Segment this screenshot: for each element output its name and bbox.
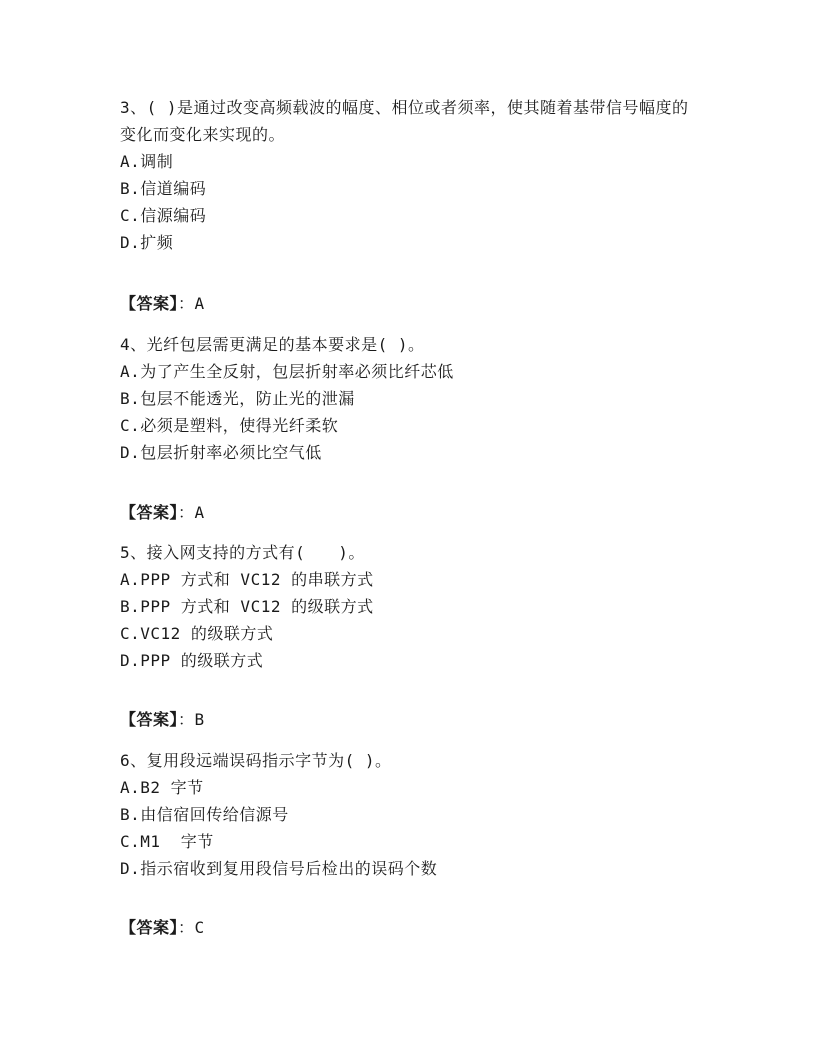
option-c: C.信源编码 [120, 206, 207, 225]
answer-separator: ： [178, 294, 195, 313]
question-text: 3、( )是通过改变高频载波的幅度、相位或者须率，使其随着基带信号幅度的变化而变化来实现的。 [120, 98, 689, 144]
answer-separator: ： [178, 710, 195, 729]
question-6 [120, 747, 700, 882]
option-b: B.PPP 方式和 VC12 的级联方式 [120, 597, 374, 616]
answer-value: B [194, 710, 205, 729]
answer-line [120, 914, 205, 941]
question-4 [120, 331, 700, 466]
option-c: C.M1 字节 [120, 832, 214, 851]
answer-line [120, 290, 205, 317]
option-b: B.信道编码 [120, 179, 207, 198]
question-text: 6、复用段远端误码指示字节为( )。 [120, 751, 392, 770]
option-c: C.VC12 的级联方式 [120, 624, 274, 643]
option-a: A.调制 [120, 152, 174, 171]
option-a: A.为了产生全反射，包层折射率必须比纤芯低 [120, 362, 454, 381]
answer-label: 【答案】 [120, 918, 179, 937]
answer-value: A [194, 294, 205, 313]
answer-label: 【答案】 [120, 294, 179, 313]
option-d: D.PPP 的级联方式 [120, 651, 264, 670]
option-a: A.PPP 方式和 VC12 的串联方式 [120, 570, 374, 589]
option-d: D.指示宿收到复用段信号后检出的误码个数 [120, 859, 438, 878]
question-text: 5、接入网支持的方式有( )。 [120, 543, 365, 562]
answer-line [120, 499, 205, 526]
option-d: D.包层折射率必须比空气低 [120, 443, 322, 462]
answer-separator: ： [178, 918, 195, 937]
answer-separator: ： [178, 503, 195, 522]
answer-value: C [194, 918, 205, 937]
question-text: 4、光纤包层需更满足的基本要求是( )。 [120, 335, 425, 354]
answer-label: 【答案】 [120, 710, 179, 729]
question-3 [120, 94, 700, 256]
answer-value: A [194, 503, 205, 522]
question-5 [120, 539, 700, 674]
option-b: B.包层不能透光，防止光的泄漏 [120, 389, 355, 408]
option-d: D.扩频 [120, 233, 174, 252]
option-a: A.B2 字节 [120, 778, 204, 797]
option-b: B.由信宿回传给信源号 [120, 805, 289, 824]
answer-line [120, 706, 205, 733]
option-c: C.必须是塑料，使得光纤柔软 [120, 416, 339, 435]
answer-label: 【答案】 [120, 503, 179, 522]
